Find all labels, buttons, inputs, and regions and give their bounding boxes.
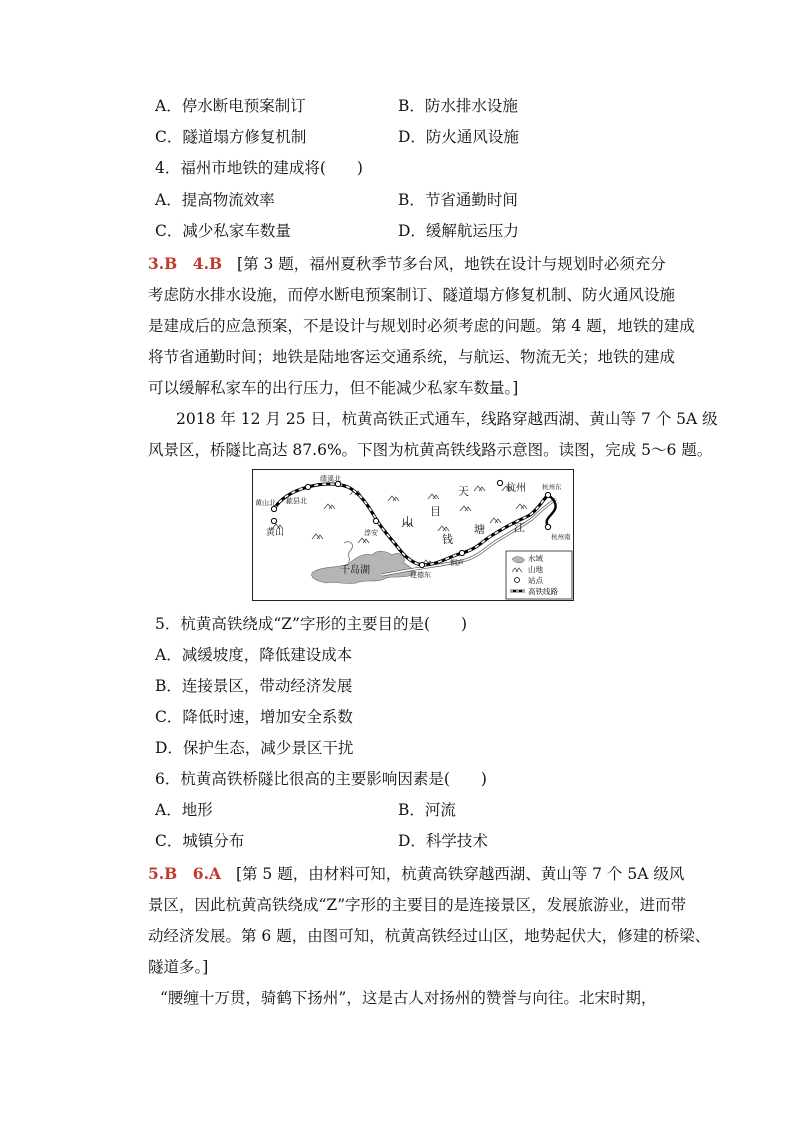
label-tian: 天 (458, 485, 469, 498)
label-jixi-north: 绩溪北 (320, 475, 341, 483)
explanation-line: 隧道多。] (148, 958, 209, 976)
explanation-line: 可以缓解私家车的出行压力，但不能减少私家车数量。] (148, 379, 519, 397)
explanation-3-4-first-line (148, 253, 666, 275)
q6-option-c: C．城镇分布 (155, 832, 245, 850)
railway-route-map (252, 469, 574, 601)
explanation-line: 考虑防水排水设施，而停水断电预案制订、隧道塌方修复机制、防火通风设施 (148, 286, 676, 304)
legend-water: 水域 (528, 554, 543, 563)
explanation-text: [第 3 题，福州夏秋季节多台风，地铁在设计与规划时必须充分 (237, 255, 666, 273)
legend-railway: 高铁线路 (528, 587, 558, 596)
q6-option-b: B．河流 (398, 801, 456, 819)
option-a: A．停水断电预案制订 (155, 97, 306, 115)
label-chunan: 淳安 (364, 529, 378, 537)
q4-option-a: A．提高物流效率 (155, 191, 275, 209)
option-d: D．防火通风设施 (398, 128, 519, 146)
legend-mountain: 山地 (528, 565, 543, 574)
answer-3-4: 3.B 4.B (148, 254, 223, 273)
material-line: 风景区，桥隧比高达 87.6%。下图为杭黄高铁线路示意图。读图，完成 5～6 题。 (148, 441, 713, 459)
question-4-stem: 4．福州市地铁的建成将( ) (155, 159, 363, 177)
explanation-5-6-first-line (148, 863, 684, 885)
label-mu: 目 (430, 505, 441, 518)
label-huangshan: 黄山 (266, 528, 285, 538)
q4-option-c: C．减少私家车数量 (155, 222, 291, 240)
q6-option-d: D．科学技术 (398, 832, 488, 850)
option-c: C．隧道塌方修复机制 (155, 128, 307, 146)
q5-option-d: D．保护生态，减少景区干扰 (155, 739, 354, 757)
q5-option-b: B．连接景区，带动经济发展 (155, 677, 353, 695)
label-shan: 山 (402, 515, 413, 528)
next-material-line: “腰缠十万贯，骑鹤下扬州”，这是古人对扬州的赞誉与向往。北宋时期， (160, 989, 657, 1007)
q6-option-a: A．地形 (155, 801, 213, 819)
label-shexian-north: 歙县北 (286, 497, 307, 505)
q5-option-a: A．减缓坡度，降低建设成本 (155, 646, 353, 664)
q4-option-d: D．缓解航运压力 (398, 222, 519, 240)
label-qian: 钱 (442, 533, 453, 546)
label-tang: 塘 (474, 523, 485, 536)
label-hangzhou-east: 杭州东 (542, 483, 562, 491)
label-tonglu: 桐庐 (450, 559, 464, 567)
explanation-line: 是建成后的应急预案，不是设计与规划时必须考虑的问题。第 4 题，地铁的建成 (148, 317, 695, 335)
explanation-text: [第 5 题，由材料可知，杭黄高铁穿越西湖、黄山等 7 个 5A 级风 (235, 865, 685, 883)
option-b: B．防水排水设施 (398, 97, 518, 115)
map-legend (506, 551, 572, 599)
question-6-stem: 6．杭黄高铁桥隧比很高的主要影响因素是( ) (155, 770, 487, 788)
explanation-line: 动经济发展。第 6 题，由图可知，杭黄高铁经过山区，地势起伏大，修建的桥梁、 (148, 927, 711, 945)
label-jiang: 江 (514, 521, 525, 534)
question-5-stem: 5．杭黄高铁绕成“Z”字形的主要目的是( ) (155, 615, 468, 633)
answer-5-6: 5.B 6.A (148, 864, 221, 883)
material-line: 2018 年 12 月 25 日，杭黄高铁正式通车，线路穿越西湖、黄山等 7 个 5A 级 (176, 410, 718, 428)
label-hangzhou: 杭州 (506, 483, 526, 494)
label-hangzhou-south: 杭州南 (551, 533, 571, 541)
explanation-line: 将节省通勤时间；地铁是陆地客运交通系统，与航运、物流无关；地铁的建成 (148, 348, 676, 366)
label-huangshan-north: 黄山北 (255, 499, 276, 507)
q4-option-b: B．节省通勤时间 (398, 191, 518, 209)
legend-station: 站点 (528, 576, 543, 585)
label-jiande-east: 建德东 (410, 571, 431, 579)
q5-option-c: C．降低时速，增加安全系数 (155, 708, 353, 726)
explanation-line: 景区，因此杭黄高铁绕成“Z”字形的主要目的是连接景区，发展旅游业，进而带 (148, 896, 687, 914)
label-qiandaohu: 千岛湖 (340, 565, 370, 576)
